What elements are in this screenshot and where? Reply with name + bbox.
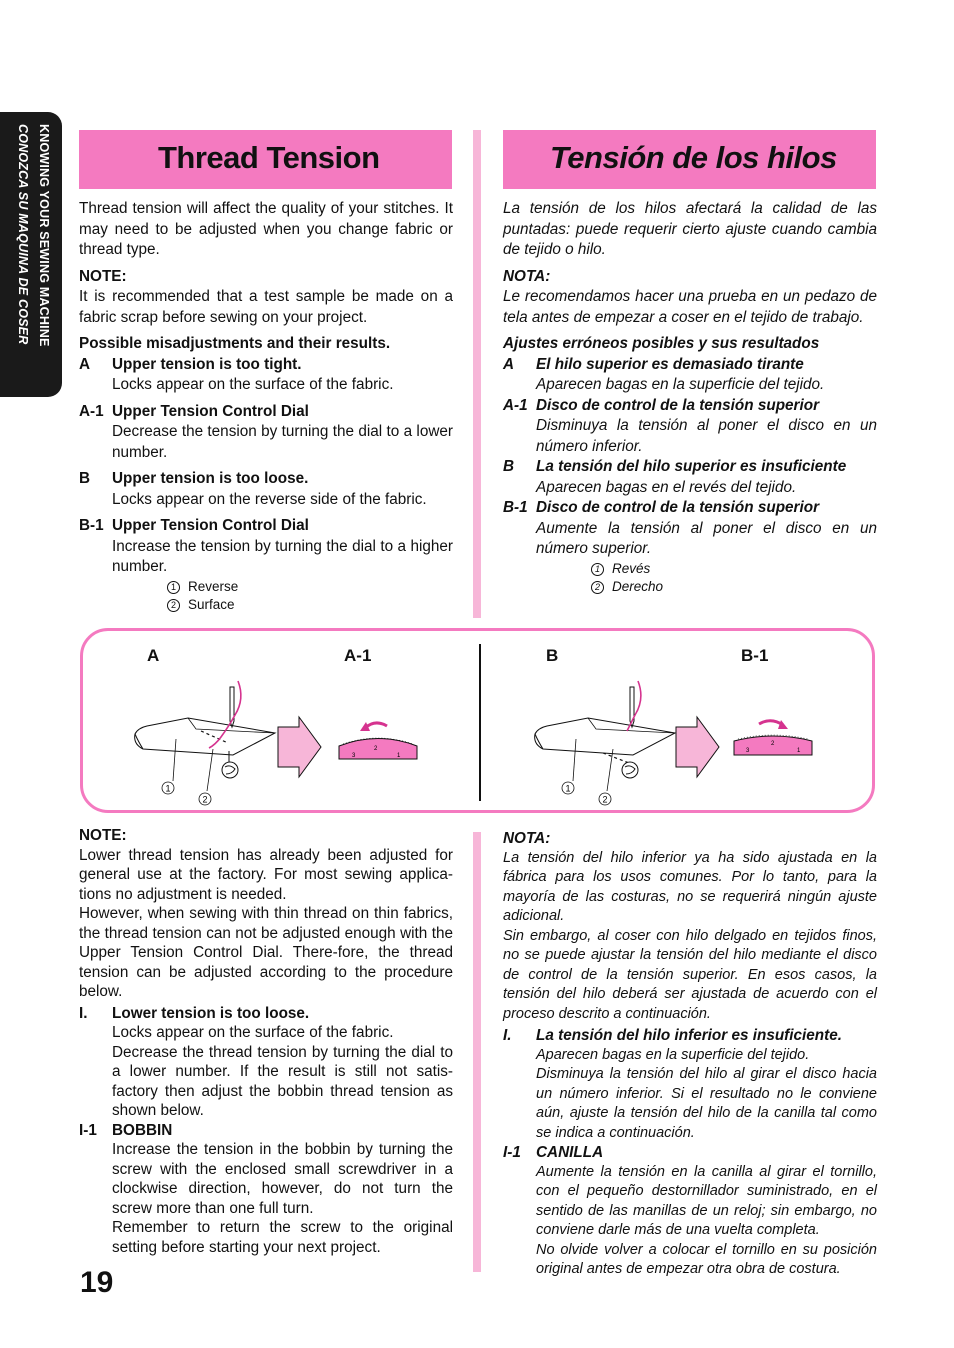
tension-diagram xyxy=(80,628,875,813)
item-title: Lower tension is too loose. xyxy=(112,1004,310,1022)
callout-1 xyxy=(162,782,174,794)
item-key: B-1 xyxy=(79,517,104,534)
item-text: Aparecen bagas en la superficie del tejido. xyxy=(536,376,825,393)
callout-1-text: 1 xyxy=(565,783,571,794)
dial-number: 3 xyxy=(746,748,750,754)
list-item xyxy=(79,1121,453,1141)
legend-item xyxy=(503,578,877,596)
item-text: Aparecen bagas en la superficie del tejido. xyxy=(536,1046,810,1063)
english-bottom-column xyxy=(79,826,453,1257)
spanish-bottom-column xyxy=(503,829,877,1280)
arrow-b-icon xyxy=(676,717,719,777)
item-title: CANILLA xyxy=(536,1144,604,1161)
legend-number: 2 xyxy=(591,581,604,594)
note2-paragraph-1: La tensión del hilo inferior ya ha sido ajustada en la fábrica para los usos comunes. Por lo tanto, para la mayoría de las costuras, no se requerirá ningún ajuste adicional. xyxy=(503,849,877,924)
item-key: A xyxy=(503,355,515,373)
legend-text: Revés xyxy=(612,560,651,576)
item-key: I-1 xyxy=(503,1144,521,1161)
page-number: 19 xyxy=(80,1266,114,1299)
callout-1-text: 1 xyxy=(165,783,171,794)
list-item xyxy=(503,396,877,417)
list-item xyxy=(503,1143,877,1163)
diagram-illustrations xyxy=(83,631,872,810)
item-key: I-1 xyxy=(79,1121,97,1139)
item-text: Aparecen bagas en el revés del tejido. xyxy=(536,478,797,496)
arrow-a-icon xyxy=(278,717,321,777)
legend-item xyxy=(79,578,453,596)
callout-1-b xyxy=(562,782,574,794)
item-text: Locks appear on the reverse side of the fabric. xyxy=(112,490,427,508)
list-item xyxy=(79,469,453,490)
item-text: Locks appear on the surface of the fabric. xyxy=(112,1024,394,1041)
item-key: I. xyxy=(79,1004,88,1022)
item-text: Aumente la tensión en la canilla al girar el tornillo, con el pequeño destornillador suministrado, en el sentido de las manillas de un reloj; sin embargo, no conviene darle más de una vuelta completa. xyxy=(536,1163,877,1238)
list-item xyxy=(503,355,877,376)
list-item xyxy=(503,457,877,478)
legend-item xyxy=(79,596,453,614)
note2-paragraph-1: Lower thread tension has already been adjusted for general use at the factory. For most sewing applica-tions no adjustment is needed. xyxy=(79,846,453,903)
item-key: I. xyxy=(503,1027,512,1044)
item-key: B xyxy=(503,458,515,475)
misadjust-heading: Possible misadjustments and their results. xyxy=(79,335,391,352)
note2-label: NOTA: xyxy=(503,830,551,847)
side-tab-english: KNOWING YOUR SEWING MACHINE xyxy=(37,124,51,347)
page-title-spanish: Tensión de los hilos xyxy=(550,140,837,175)
legend-item xyxy=(503,560,877,578)
note-label: NOTA: xyxy=(503,267,551,285)
item-key: A-1 xyxy=(503,396,528,414)
item-text: No olvide volver a colocar el tornillo en su posición original antes de empezar otra obra de costura. xyxy=(536,1241,877,1277)
dial-number: 1 xyxy=(397,753,401,759)
tension-dial-a1-icon xyxy=(339,722,417,759)
label-a1: A-1 xyxy=(344,646,372,665)
item-title: BOBBIN xyxy=(112,1121,173,1139)
page-title-english: Thread Tension xyxy=(158,140,380,175)
intro-text: La tensión de los hilos afectará la calidad de las puntadas: puede requerir cierto ajuste cuando cambia de tejido o hilo. xyxy=(503,200,877,258)
label-b: B xyxy=(546,646,559,665)
item-title: Upper tension is too tight. xyxy=(112,355,302,373)
title-box-english xyxy=(79,130,452,189)
note-text: It is recommended that a test sample be made on a fabric scrap before sewing on your project. xyxy=(79,288,453,326)
item-text: Decrease the tension by turning the dial to a lower number. xyxy=(112,423,453,461)
list-item xyxy=(79,516,453,537)
item-title: Upper tension is too loose. xyxy=(112,470,309,487)
callout-2-b xyxy=(599,793,611,805)
list-item xyxy=(503,1026,877,1046)
item-title: La tensión del hilo superior es insuficiente xyxy=(536,458,847,475)
misadjust-heading: Ajustes erróneos posibles y sus resultados xyxy=(503,335,820,352)
dial-number: 3 xyxy=(352,753,356,759)
english-top-column xyxy=(79,199,453,614)
item-title: El hilo superior es demasiado tirante xyxy=(536,355,804,373)
legend-number: 1 xyxy=(167,581,180,594)
item-title: Upper Tension Control Dial xyxy=(112,402,309,420)
title-box-spanish xyxy=(503,130,876,189)
note-label: NOTE: xyxy=(79,267,127,285)
dial-number: 2 xyxy=(771,741,775,747)
legend-text: Derecho xyxy=(612,578,664,594)
item-key: B xyxy=(79,470,91,487)
callout-2-text: 2 xyxy=(202,794,208,805)
item-text: Remember to return the screw to the original setting before starting your next project. xyxy=(112,1219,453,1256)
note2-paragraph-2: Sin embargo, al coser con hilo delgado en tejidos finos, no se puede ajustar la tensión del hilo mediante el disco de control de la tensión superior. En esos casos, la tensión del hilo deberá ser ajustada de acuerdo con el proceso descrito a continuación. xyxy=(503,927,877,1022)
list-item xyxy=(79,1004,453,1024)
item-key: B-1 xyxy=(503,499,528,516)
item-key: A xyxy=(79,355,91,373)
side-tab xyxy=(0,112,62,397)
label-b1: B-1 xyxy=(741,646,769,665)
item-text: Decrease the thread tension by turning the dial to a lower number. If the result is still not satis-factory then adjust the bobbin thread tension as shown below. xyxy=(112,1043,453,1119)
item-title: Upper Tension Control Dial xyxy=(112,517,309,534)
legend-number: 2 xyxy=(167,599,180,612)
spanish-top-column xyxy=(503,199,877,596)
callout-2 xyxy=(199,793,211,805)
label-a: A xyxy=(147,646,160,665)
item-text: Disminuya la tensión al poner el disco en un número inferior. xyxy=(536,417,877,455)
item-title: Disco de control de la tensión superior xyxy=(536,499,820,516)
legend-text: Surface xyxy=(188,596,235,612)
fabric-illustration-b xyxy=(535,681,675,791)
list-item xyxy=(79,402,453,423)
side-tab-spanish: CONOZCA SU MAQUINA DE COSER xyxy=(16,124,30,345)
list-item xyxy=(79,355,453,376)
column-divider-top xyxy=(473,130,481,618)
note2-label: NOTE: xyxy=(79,827,127,844)
intro-text: Thread tension will affect the quality of your stitches. It may need to be adjusted when you change fabric or thread type. xyxy=(79,200,453,258)
item-text: Locks appear on the surface of the fabric. xyxy=(112,376,394,393)
list-item xyxy=(503,498,877,519)
item-text: Disminuya la tensión del hilo al girar el disco hacia un número inferior. Si el resultado no le conviene aún, ajuste la tensión del hilo de la canilla tal como se indica a continuación. xyxy=(536,1066,877,1141)
legend-text: Reverse xyxy=(188,578,239,594)
item-text: Increase the tension by turning the dial to a higher number. xyxy=(112,537,453,575)
legend-number: 1 xyxy=(591,563,604,576)
note-text: Le recomendamos hacer una prueba en un pedazo de tela antes de empezar a coser en el tejido de trabajo. xyxy=(503,288,877,326)
note2-paragraph-2: However, when sewing with thin thread on thin fabrics, the thread tension can not be adjusted enough with the Upper Tension Control Dial. There-fore, the thread tension can be adjusted according to the procedure below. xyxy=(79,905,453,1000)
dial-number: 1 xyxy=(797,748,801,754)
item-title: La tensión del hilo inferior es insuficiente. xyxy=(536,1027,842,1044)
item-text: Aumente la tensión al poner el disco en un número superior. xyxy=(536,519,877,557)
fabric-illustration-a xyxy=(135,681,275,791)
dial-number: 2 xyxy=(374,746,378,752)
item-title: Disco de control de la tensión superior xyxy=(536,396,820,414)
column-divider-bottom xyxy=(473,832,481,1272)
item-key: A-1 xyxy=(79,402,104,420)
callout-2-text: 2 xyxy=(602,794,608,805)
item-text: Increase the tension in the bobbin by turning the screw with the enclosed small screwdriver in a clockwise direction, however, do not turn the screw more than one full turn. xyxy=(112,1141,453,1217)
tension-dial-b1-icon xyxy=(734,720,812,755)
